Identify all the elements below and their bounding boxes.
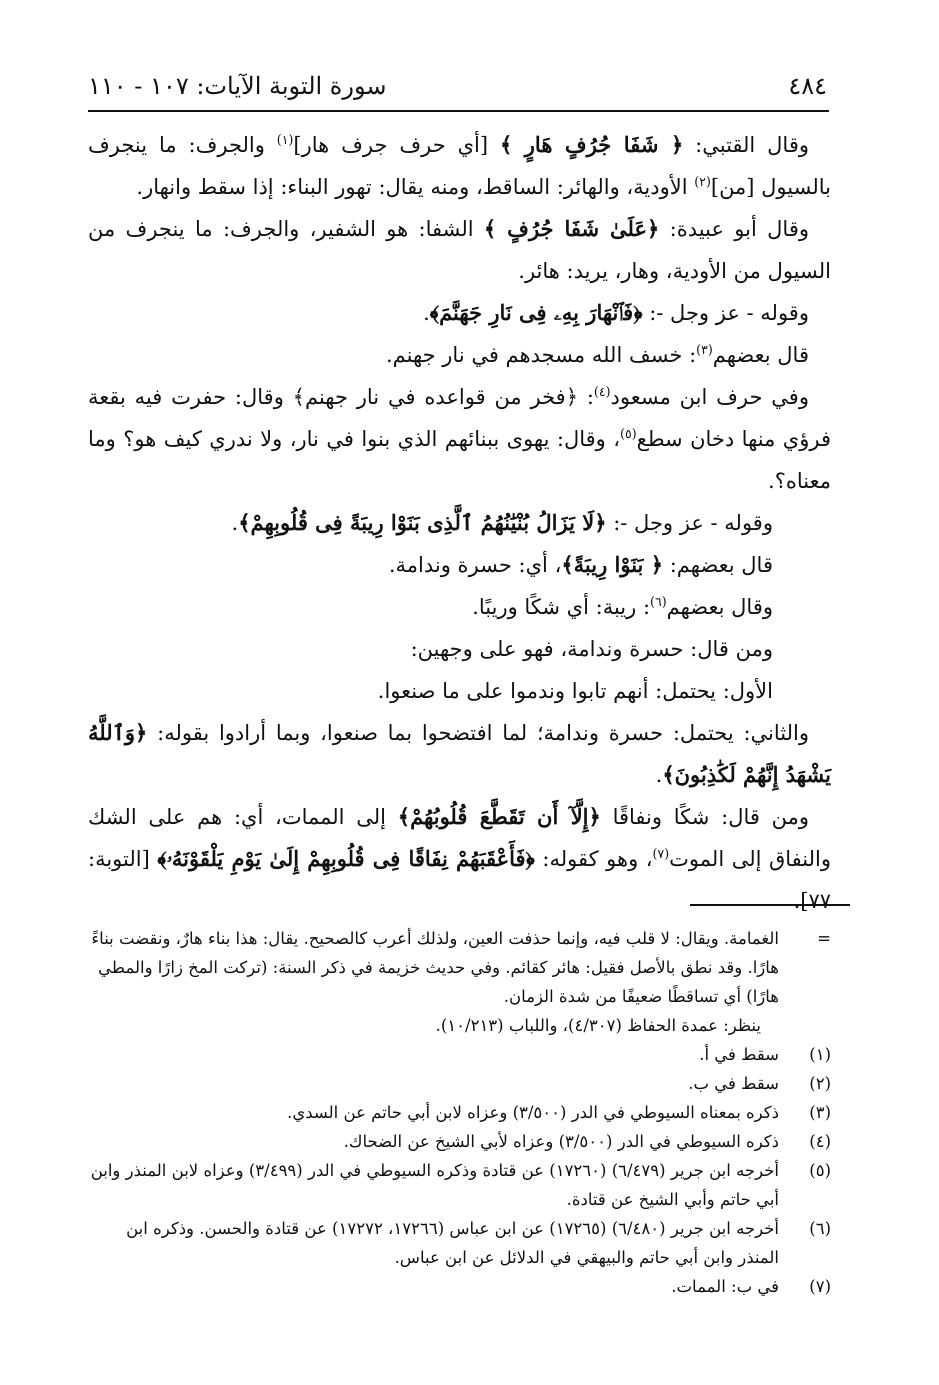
continuation-text: الغمامة. ويقال: لا قلب فيه، وإنما حذفت العين، ولذلك أعرب كالصحيح. يقال: هذا بناء هارٌ، ونقضت بناءً هارًا. وقد نطق بالأصل فقيل: هائر كقائم. وفي حديث خزيمة في ذكر السنة: (تركت المخ زارًا والمطي هارًا) أي تساقطًا ضعيفًا من شدة الزمان. [91, 929, 779, 1006]
quran-quote: ﴿فَأَعْقَبَهُمْ نِفَاقًا فِى قُلُوبِهِمْ إِلَىٰ يَوْمِ يَلْقَوْنَهُۥ﴾ [157, 846, 535, 871]
paragraph: ومن قال: شكًا ونفاقًا ﴿إِلَّآ أَن تَقَطَّعَ قُلُوبُهُمْ﴾ إلى الممات، أي: هم على الشك والنفاق إلى الموت$^{(٧)}$، وهو كقوله: ﴿فَأَعْقَبَهُمْ نِفَاقًا فِى قُلُوبِهِمْ إِلَىٰ يَوْمِ يَلْقَوْنَهُۥ﴾ [التوبة: ٧٧]. [88, 804, 832, 913]
footnote-number: (٦) [809, 1219, 831, 1238]
header-rule [88, 110, 829, 112]
quran-quote: ﴿ بَنَوْا رِيبَةً﴾ [561, 552, 664, 577]
footnotes [88, 924, 831, 1301]
footnote-ref: (٢) [694, 174, 711, 189]
quran-quote: ﴿لَا يَزَالُ بُنْيَٰنُهُمُ ٱلَّذِى بَنَوْا رِيبَةً فِى قُلُوبِهِمْ﴾ [238, 510, 607, 535]
continuation-marker: = [817, 929, 831, 948]
paragraph: ومن قال: حسرة وندامة، فهو على وجهين: [410, 637, 773, 661]
footnote-number: (٤) [809, 1132, 831, 1151]
quran-quote: ﴿ شَفَا جُرُفٍ هَارٍ ﴾ [499, 132, 684, 157]
paragraph: وقال بعضهم$^{(٦)}$: ريبة: أي شكًا وريبًا. [472, 594, 773, 619]
footnote-ref: (٥) [620, 426, 637, 441]
page-header [88, 66, 827, 106]
footnote-text: أخرجه ابن جرير (٦/٤٧٩) (١٧٢٦٠) عن قتادة وذكره السيوطي في الدر (٣/٤٩٩) وعزاه لابن المنذر وابن أبي حاتم وأبي الشيخ عن قتادة. [90, 1161, 779, 1209]
footnote-number: (١) [809, 1045, 831, 1064]
continuation-reference: ينظر: عمدة الحفاظ (٤/٣٠٧)، واللباب (١٠/٢١٣). [435, 1016, 761, 1035]
main-text [88, 124, 831, 922]
footnote-text: ذكره السيوطي في الدر (٣/٥٠٠) وعزاه لأبي الشيخ عن الضحاك. [343, 1132, 779, 1151]
footnote-ref: (٣) [696, 342, 713, 357]
footnote-text: سقط في أ. [699, 1045, 779, 1064]
footnote-number: (٣) [809, 1103, 831, 1122]
footnote-ref: (٤) [593, 384, 611, 399]
footnote-ref: (٦) [650, 594, 667, 609]
paragraph: وقال أبو عبيدة: ﴿عَلَىٰ شَفَا جُرُفٍ ﴾ الشفا: هو الشفير، والجرف: ما ينجرف من السيول من الأودية، وهار، يريد: هائر. [88, 216, 831, 283]
footnote-ref: (١) [276, 132, 294, 147]
footnote-number: (٧) [809, 1277, 831, 1296]
footnote-item [88, 1127, 831, 1156]
footnote-text: أخرجه ابن جرير (٦/٤٨٠) (١٧٢٦٥) عن ابن عباس (١٧٢٦٦، ١٧٢٧٢) عن قتادة والحسن. وذكره ابن المنذر وابن أبي حاتم والبيهقي في الدلائل عن ابن عباس. [126, 1219, 779, 1267]
paragraph: قال بعضهم: ﴿ بَنَوْا رِيبَةً﴾، أي: حسرة وندامة. [388, 552, 773, 577]
footnote-text: سقط في ب. [688, 1074, 779, 1093]
paragraph: وفي حرف ابن مسعود$^{(٤)}$: ﴿فخر من قواعده في نار جهنم﴾ وقال: حفرت فيه بقعة فرؤي منها دخان سطع$^{(٥)}$، وقال: يهوى ببنائهم الذي بنوا في نار، ولا ندري كيف هو؟ وما معناه؟. [88, 384, 831, 493]
footnote-item [88, 1156, 831, 1214]
footnote-item [88, 1214, 831, 1272]
footnote-item [88, 1069, 831, 1098]
footnote-number: (٢) [809, 1074, 831, 1093]
paragraph: وقال القتبي: ﴿ شَفَا جُرُفٍ هَارٍ ﴾ [أي حرف جرف هار]$^{(١)}$ والجرف: ما ينجرف بالسيول [من]$^{(٢)}$ الأودية، والهائر: الساقط، ومنه يقال: تهور البناء: إذا سقط وانهار. [88, 132, 831, 199]
quran-quote: ﴿وَٱللَّهُ يَشْهَدُ إِنَّهُمْ لَكَٰذِبُونَ﴾ [88, 720, 831, 787]
paragraph: والثاني: يحتمل: حسرة وندامة؛ لما افتضحوا بما صنعوا، وبما أرادوا بقوله: ﴿وَٱللَّهُ يَشْهَدُ إِنَّهُمْ لَكَٰذِبُونَ﴾. [88, 720, 831, 787]
footnote-separator [690, 904, 850, 906]
footnote-number: (٥) [809, 1161, 831, 1180]
footnote-item [88, 1098, 831, 1127]
paragraph: وقوله - عز وجل -: ﴿لَا يَزَالُ بُنْيَٰنُهُمُ ٱلَّذِى بَنَوْا رِيبَةً فِى قُلُوبِهِمْ﴾. [231, 510, 773, 535]
footnote-text: ذكره بمعناه السيوطي في الدر (٣/٥٠٠) وعزاه لابن أبي حاتم عن السدي. [287, 1103, 779, 1122]
footnote-continuation [88, 924, 831, 1040]
quran-quote: ﴿إِلَّآ أَن تَقَطَّعَ قُلُوبُهُمْ﴾ [397, 804, 601, 829]
footnote-item [88, 1272, 831, 1301]
paragraph: قال بعضهم$^{(٣)}$: خسف الله مسجدهم في نار جهنم. [385, 342, 809, 367]
running-title: سورة التوبة الآيات: ١٠٧ - ١١٠ [88, 72, 387, 100]
paragraph: الأول: يحتمل: أنهم تابوا وندموا على ما صنعوا. [377, 679, 773, 703]
page-number: ٤٨٤ [788, 72, 827, 100]
footnote-item [88, 1040, 831, 1069]
quran-quote: ﴿فَٱنْهَارَ بِهِۦ فِى نَارِ جَهَنَّمَ﴾ [429, 300, 643, 325]
footnote-ref: (٧) [652, 846, 670, 861]
paragraph: وقوله - عز وجل -: ﴿فَٱنْهَارَ بِهِۦ فِى نَارِ جَهَنَّمَ﴾. [423, 300, 809, 325]
footnote-text: في ب: الممات. [671, 1277, 779, 1296]
quran-quote: ﴿عَلَىٰ شَفَا جُرُفٍ ﴾ [483, 216, 660, 241]
